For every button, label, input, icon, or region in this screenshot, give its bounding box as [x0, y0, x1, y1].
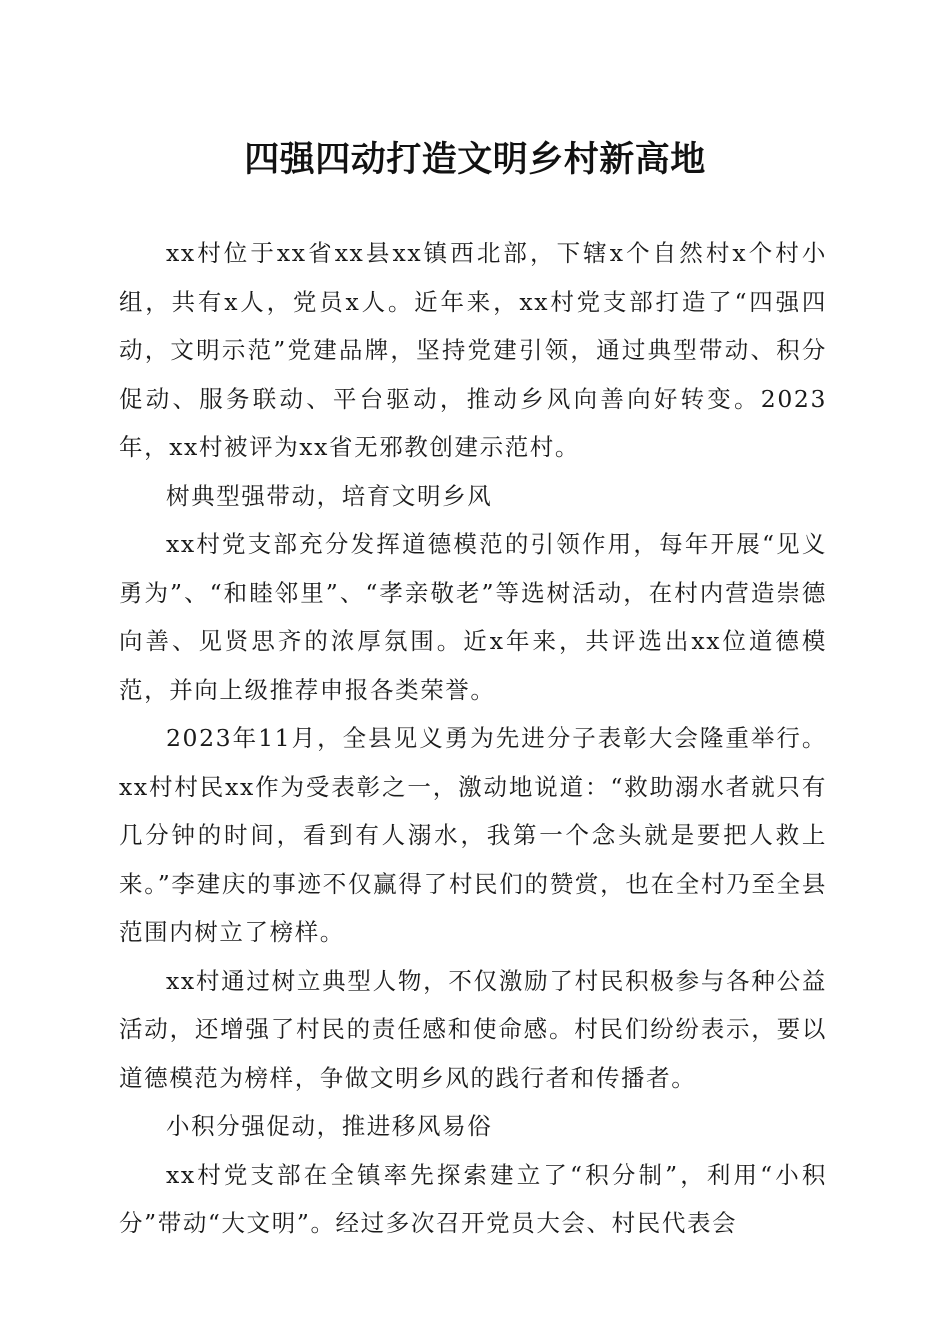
paragraph-commendation-event: 2023年11月，全县见义勇为先进分子表彰大会隆重举行。xx村村民xx作为受表彰之一，激动地说道：“救助溺水者就只有几分钟的时间，看到有人溺水，我第一个念头就是要把人救上来。”李建庆的事迹不仅赢得了村民们的赞赏，也在全村乃至全县范围内树立了榜样。 [119, 724, 827, 946]
document-body [119, 229, 827, 1248]
paragraph-intro: xx村位于xx省xx县xx镇西北部，下辖x个自然村x个村小组，共有x人，党员x人。近年来，xx村党支部打造了“四强四动，文明示范”党建品牌，坚持党建引领，通过典型带动、积分促动、服务联动、平台驱动，推动乡风向善向好转变。2023年，xx村被评为xx省无邪教创建示范村。 [119, 239, 827, 461]
paragraph-moral-models: xx村党支部充分发挥道德模范的引领作用，每年开展“见义勇为”、“和睦邻里”、“孝亲敬老”等选树活动，在村内营造崇德向善、见贤思齐的浓厚氛围。近x年来，共评选出xx位道德模范，并向上级推荐申报各类荣誉。 [119, 530, 827, 704]
section-heading-typical-models: 树典型强带动，培育文明乡风 [166, 481, 493, 510]
paragraph-points-system: xx村党支部在全镇率先探索建立了“积分制”，利用“小积分”带动“大文明”。经过多次召开党员大会、村民代表会 [119, 1160, 827, 1237]
paragraph-typical-figures-effect: xx村通过树立典型人物，不仅激励了村民积极参与各种公益活动，还增强了村民的责任感和使命感。村民们纷纷表示，要以道德模范为榜样，争做文明乡风的践行者和传播者。 [119, 966, 827, 1092]
section-heading-points-system: 小积分强促动，推进移风易俗 [166, 1112, 493, 1140]
document-title: 四强四动打造文明乡村新高地 [244, 139, 706, 180]
